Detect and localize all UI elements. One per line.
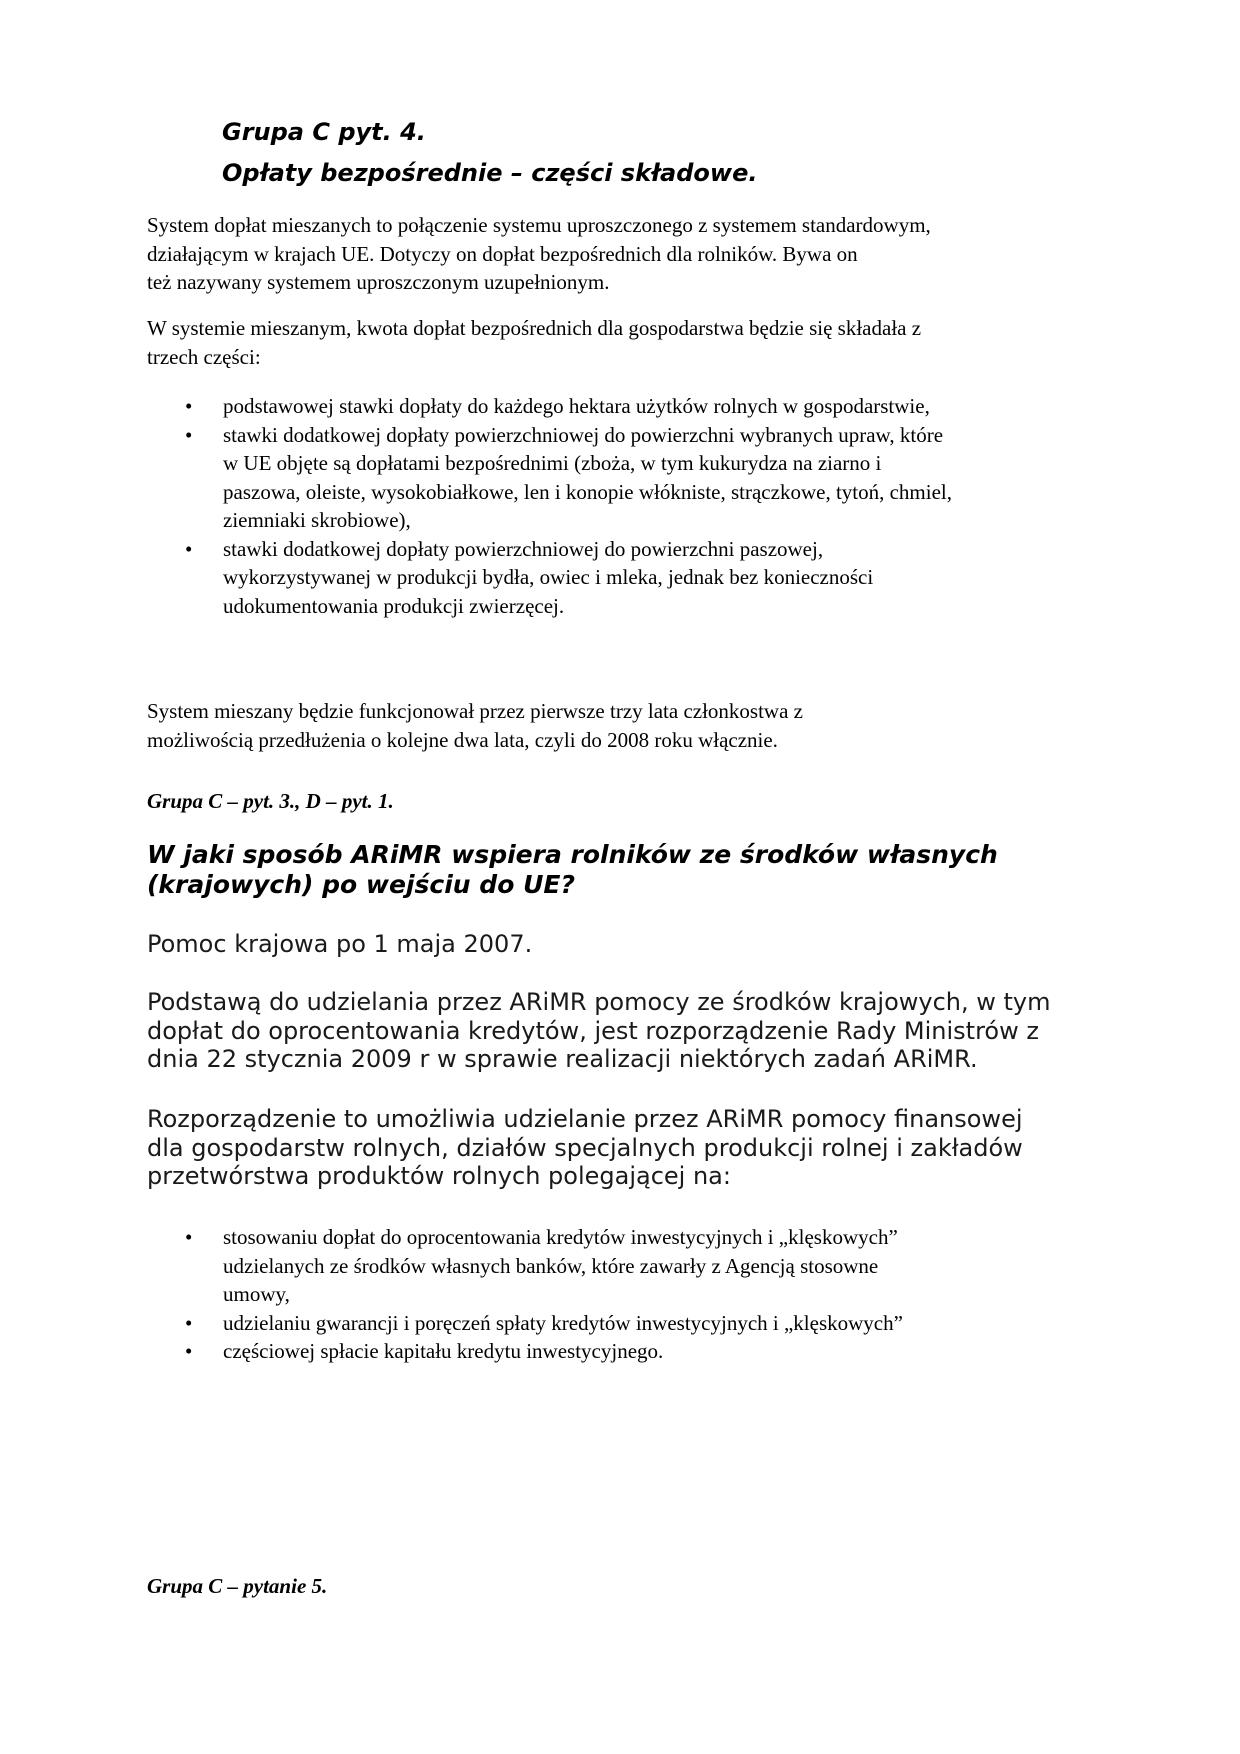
bullet-icon: •	[185, 536, 193, 561]
list-item	[147, 392, 1107, 421]
section2-subtitle	[147, 930, 532, 959]
list-item	[147, 421, 1107, 535]
scope-paragraph	[147, 1105, 1023, 1191]
bullet-icon: •	[185, 394, 193, 418]
text-line: częściowej spłacie kapitału kredytu inwestycyjnego.	[223, 1339, 664, 1363]
list-item	[147, 535, 1107, 621]
text-line: przetwórstwa produktów rolnych polegającej na:	[147, 1162, 731, 1190]
text-line: wykorzystywanej w produkcji bydła, owiec i mleka, jednak bez konieczności	[223, 565, 874, 589]
bullet-icon: •	[185, 1339, 193, 1363]
text-line: System mieszany będzie funkcjonował przez pierwsze trzy lata członkostwa z	[147, 699, 803, 723]
section1-heading: Grupa C pyt. 4.	[222, 118, 426, 146]
support-bullet-list	[147, 1223, 1107, 1366]
components-paragraph	[147, 314, 1107, 371]
text-line: trzech części:	[147, 344, 261, 369]
text-line: W systemie mieszanym, kwota dopłat bezpośrednich dla gospodarstwa będzie się składała z	[147, 316, 922, 340]
text-line: też nazywany systemem uproszczonym uzupełnionym.	[147, 270, 610, 294]
list-item	[147, 1223, 1107, 1309]
text-line: w UE objęte są dopłatami bezpośrednimi (zboża, w tym kukurydza na ziarno i	[223, 451, 882, 475]
text-line: stawki dodatkowej dopłaty powierzchniowej do powierzchni paszowej,	[223, 536, 824, 561]
text-line: Pomoc krajowa po 1 maja 2007.	[147, 930, 533, 958]
intro-paragraph	[147, 211, 1107, 297]
text-line: ziemniaki skrobiowe),	[223, 508, 411, 532]
list-item	[147, 1337, 1107, 1366]
text-line: paszowa, oleiste, wysokobiałkowe, len i konopie włókniste, strączkowe, tytoń, chmiel,	[223, 479, 953, 504]
text-line: dla gospodarstw rolnych, działów specjalnych produkcji rolnej i zakładów	[147, 1133, 1023, 1162]
text-line: udokumentowania produkcji zwierzęcej.	[223, 593, 565, 618]
basis-paragraph	[147, 988, 1051, 1074]
text-line: umowy,	[223, 1282, 290, 1306]
section2-label: Grupa C – pyt. 3., D – pyt. 1.	[147, 789, 394, 813]
text-line: System dopłat mieszanych to połączenie systemu uproszczonego z systemem standardowym,	[147, 213, 931, 237]
text-line: W jaki sposób ARiMR wspiera rolników ze środków własnych	[147, 840, 998, 869]
section1-subheading: Opłaty bezpośrednie – części składowe.	[222, 159, 758, 187]
duration-paragraph	[147, 697, 1107, 754]
text-line: możliwością przedłużenia o kolejne dwa lata, czyli do 2008 roku włącznie.	[147, 727, 778, 752]
bullet-icon: •	[185, 422, 193, 447]
components-bullet-list	[147, 392, 1107, 620]
text-line: działającym w krajach UE. Dotyczy on dopłat bezpośrednich dla rolników. Bywa on	[147, 241, 858, 266]
text-line: udzielaniu gwarancji i poręczeń spłaty kredytów inwestycyjnych i „klęskowych”	[223, 1310, 903, 1335]
list-item	[147, 1309, 1107, 1338]
text-line: Rozporządzenie to umożliwia udzielanie przez ARiMR pomocy finansowej	[147, 1105, 1023, 1133]
text-line: dopłat do oprocentowania kredytów, jest rozporządzenie Rady Ministrów z	[147, 1016, 1039, 1045]
text-line: Podstawą do udzielania przez ARiMR pomocy ze środków krajowych, w tym	[147, 988, 1051, 1016]
bullet-icon: •	[185, 1310, 193, 1335]
text-line: stawki dodatkowej dopłaty powierzchniowej do powierzchni wybranych upraw, które	[223, 422, 944, 447]
section3-label: Grupa C – pytanie 5.	[147, 1574, 328, 1598]
text-line: (krajowych) po wejściu do UE?	[147, 870, 575, 899]
text-line: dnia 22 stycznia 2009 r w sprawie realizacji niektórych zadań ARiMR.	[147, 1045, 978, 1073]
section2-question	[147, 840, 998, 900]
text-line: udzielanych ze środków własnych banków, które zawarły z Agencją stosowne	[223, 1253, 879, 1278]
bullet-icon: •	[185, 1225, 193, 1249]
text-line: podstawowej stawki dopłaty do każdego hektara użytków rolnych w gospodarstwie,	[223, 394, 930, 418]
text-line: stosowaniu dopłat do oprocentowania kredytów inwestycyjnych i „klęskowych”	[223, 1225, 898, 1249]
